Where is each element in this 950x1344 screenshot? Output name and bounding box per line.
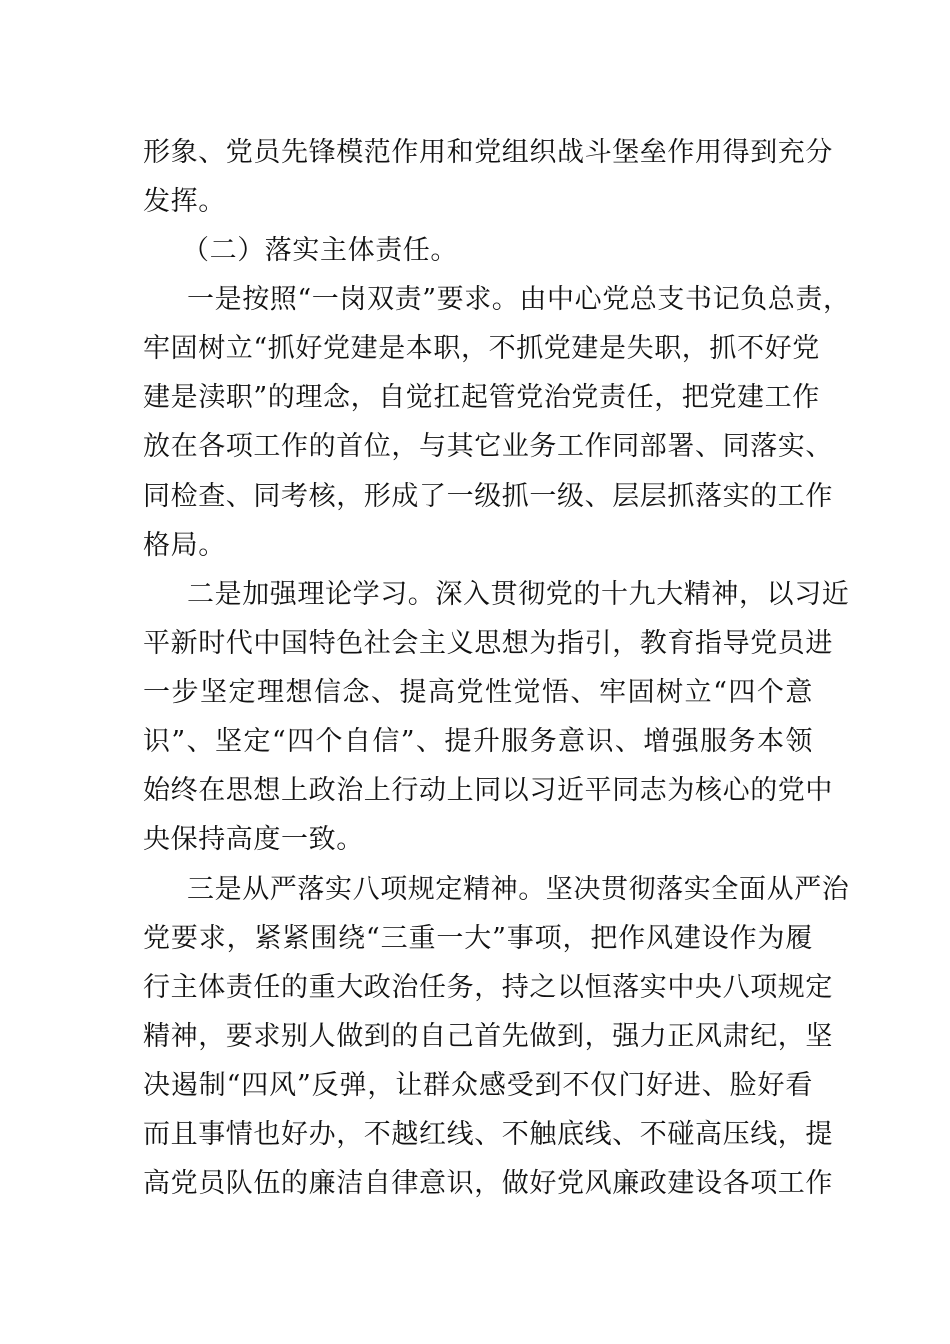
text-line: 形象、党员先锋模范作用和党组织战斗堡垒作用得到充分 — [143, 137, 833, 168]
text-line: 而且事情也好办，不越红线、不触底线、不碰高压线，提 — [143, 1119, 833, 1150]
section-heading: （二）落实主体责任。 — [182, 235, 458, 266]
text-line: 精神，要求别人做到的自己首先做到，强力正风肃纪，坚 — [143, 1021, 833, 1052]
text-line: 识”、坚定“四个自信”、提升服务意识、增强服务本领 — [143, 726, 813, 757]
text-line: 牢固树立“抓好党建是本职，不抓党建是失职，抓不好党 — [143, 333, 820, 364]
paragraph-first-line: 三是从严落实八项规定精神。坚决贯彻落实全面从严治 — [187, 874, 850, 905]
text-line: 平新时代中国特色社会主义思想为指引，教育指导党员进 — [143, 628, 833, 659]
text-line: 决遏制“四风”反弹，让群众感受到不仅门好进、脸好看 — [143, 1070, 813, 1101]
text-line: 放在各项工作的首位，与其它业务工作同部署、同落实、 — [143, 431, 833, 462]
text-line: 建是渎职”的理念，自觉扛起管党治党责任，把党建工作 — [143, 382, 820, 413]
text-line: 行主体责任的重大政治任务，持之以恒落实中央八项规定 — [143, 972, 833, 1003]
text-line: 始终在思想上政治上行动上同以习近平同志为核心的党中 — [143, 775, 833, 806]
text-line: 高党员队伍的廉洁自律意识，做好党风廉政建设各项工作 — [143, 1168, 833, 1199]
text-line: 一步坚定理想信念、提高党性觉悟、牢固树立“四个意 — [143, 677, 813, 708]
paragraph-first-line: 二是加强理论学习。深入贯彻党的十九大精神，以习近 — [187, 579, 850, 610]
text-line: 发挥。 — [143, 186, 226, 217]
text-line: 格局。 — [143, 530, 226, 561]
text-line: 党要求，紧紧围绕“三重一大”事项，把作风建设作为履 — [143, 923, 813, 954]
text-line: 同检查、同考核，形成了一级抓一级、层层抓落实的工作 — [143, 481, 833, 512]
text-line: 央保持高度一致。 — [143, 824, 364, 855]
paragraph-first-line: 一是按照“一岗双责”要求。由中心党总支书记负总责， — [187, 284, 851, 315]
